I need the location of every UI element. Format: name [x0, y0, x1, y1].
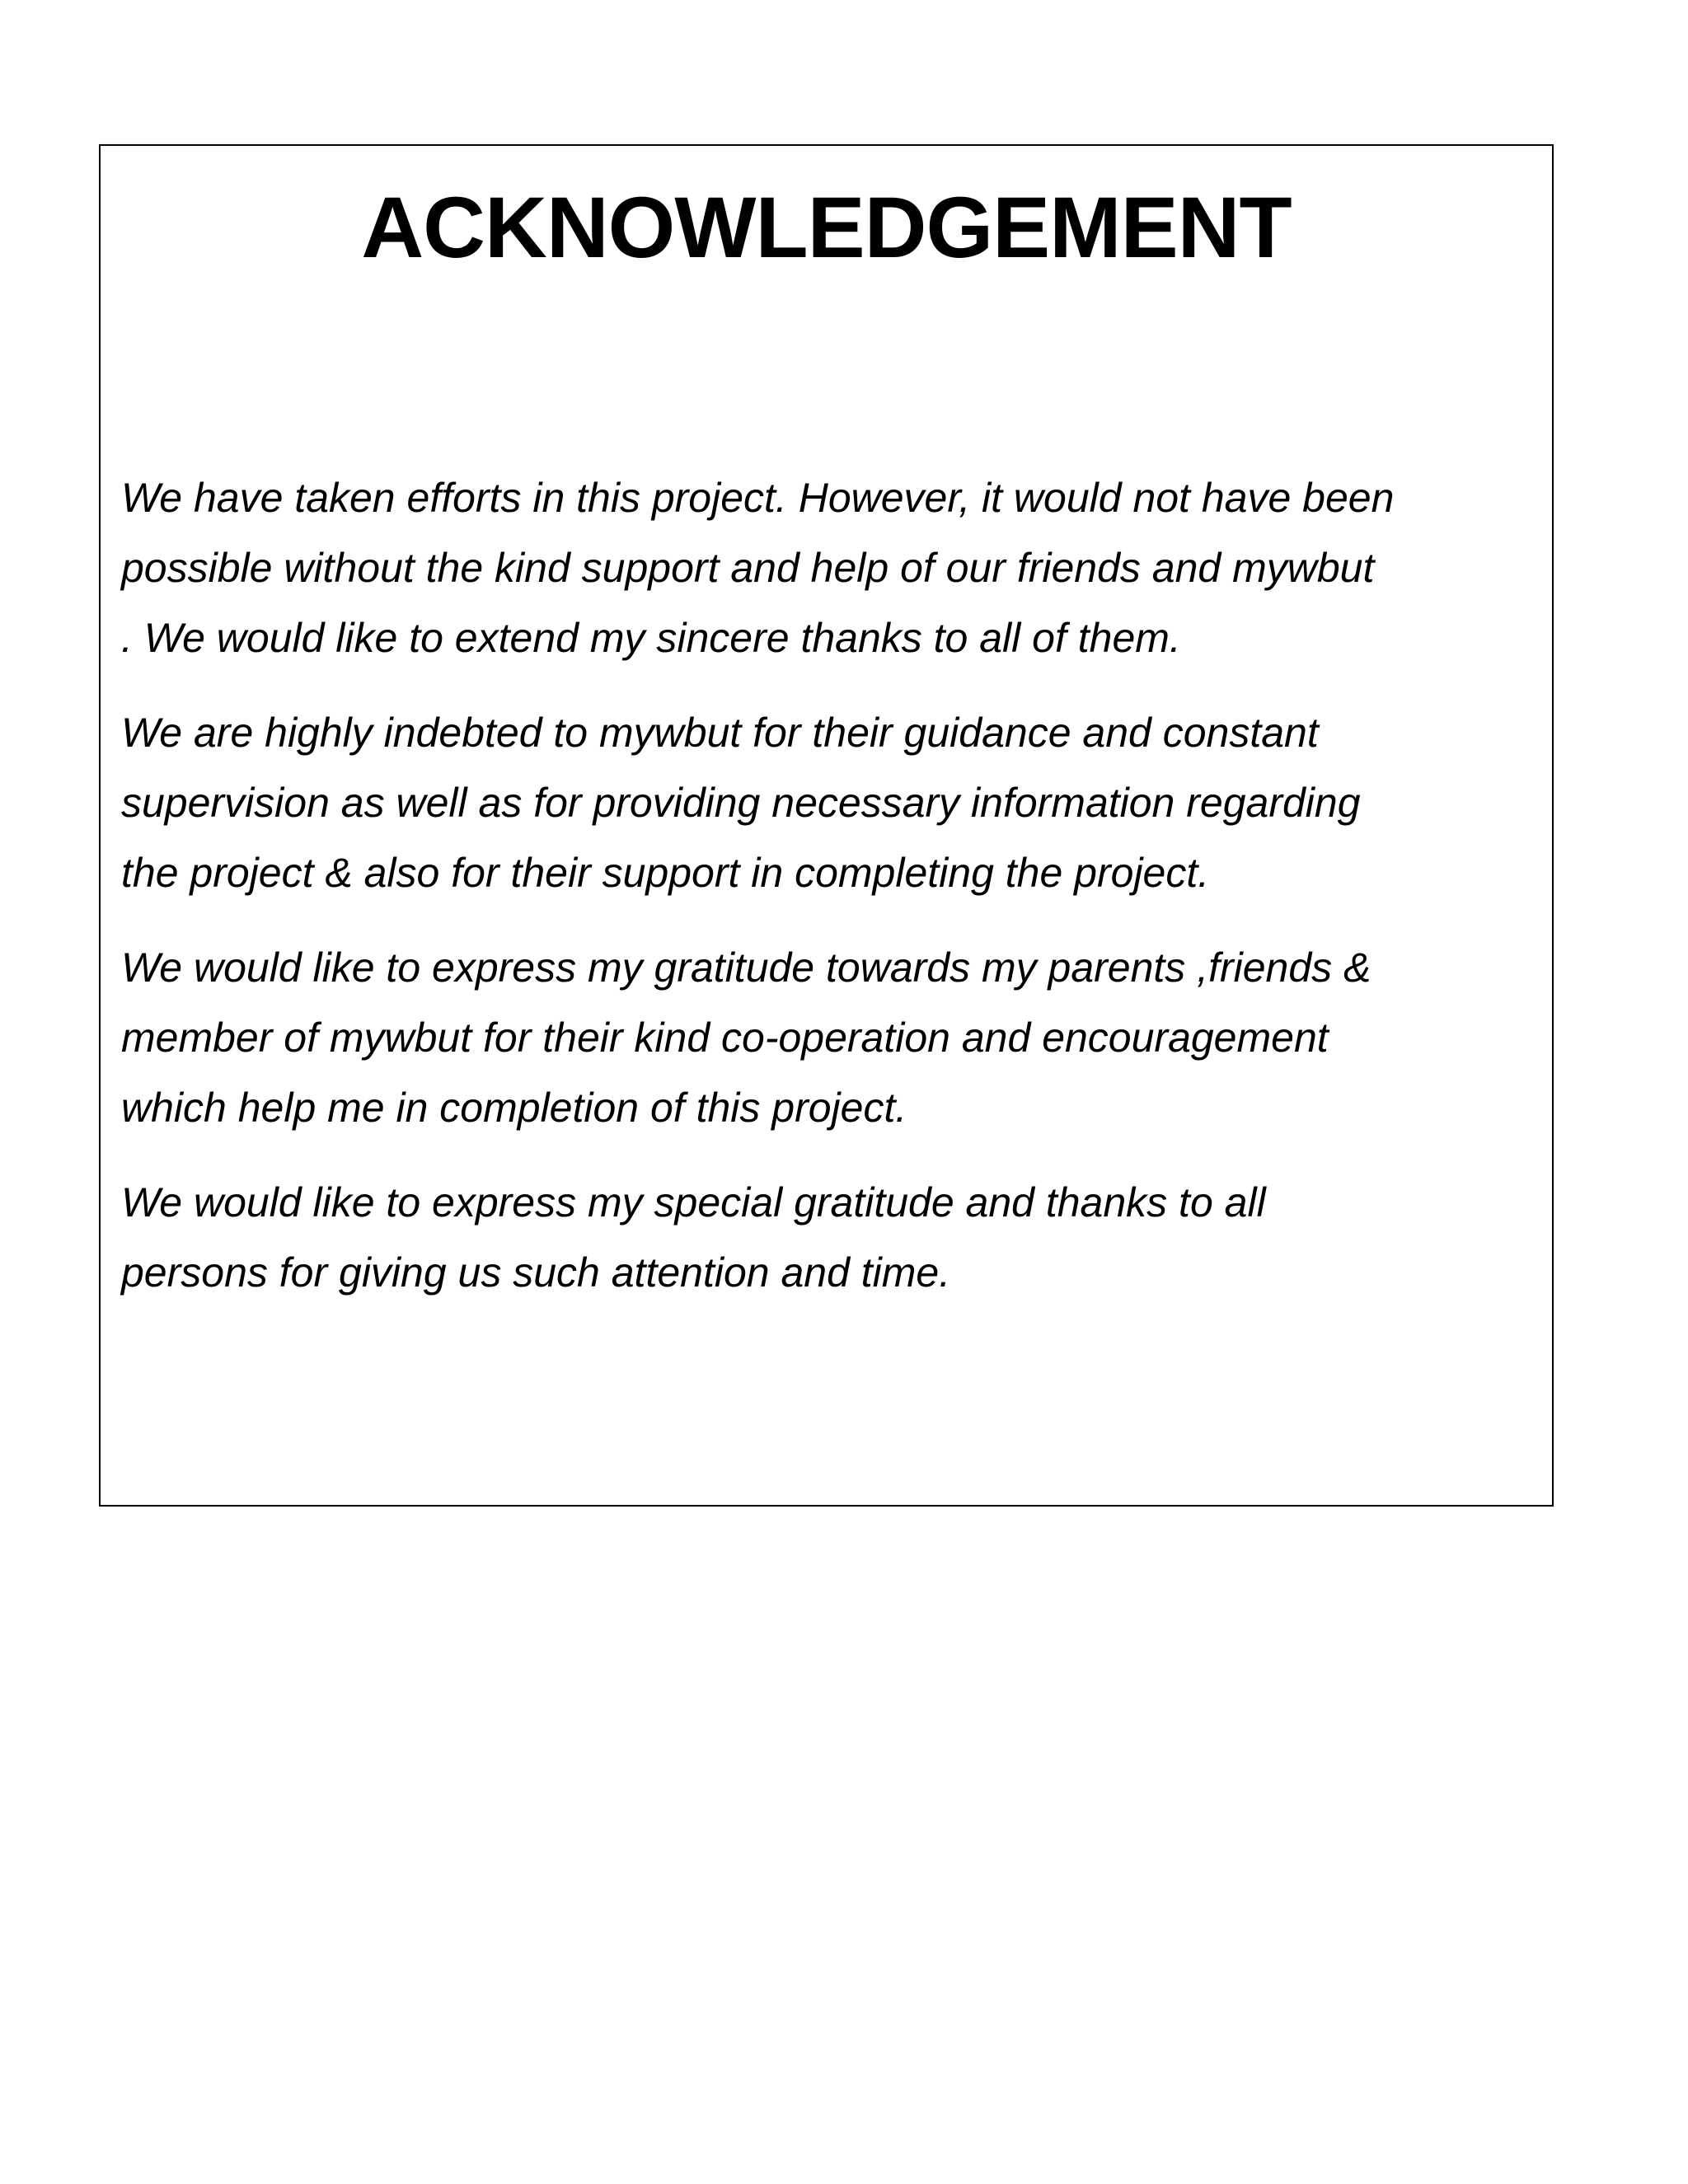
- text-line: We would like to express my special gratitude and thanks to all: [121, 1179, 1266, 1226]
- paragraph-2: [121, 698, 1539, 908]
- text-line: . We would like to extend my sincere thanks to all of them.: [121, 615, 1181, 661]
- paragraph-1: [121, 463, 1539, 673]
- text-line: possible without the kind support and help of our friends and mywbut: [121, 545, 1375, 591]
- text-line: which help me in completion of this project.: [121, 1085, 907, 1131]
- text-line: member of mywbut for their kind co-operation and encouragement: [121, 1015, 1329, 1061]
- text-line: We are highly indebted to mywbut for their guidance and constant: [121, 710, 1319, 756]
- text-line: persons for giving us such attention and time.: [121, 1249, 951, 1296]
- paragraph-3: [121, 933, 1539, 1143]
- text-line: We would like to express my gratitude towards my parents ,friends &: [121, 944, 1372, 991]
- acknowledgement-frame: [99, 144, 1554, 1507]
- paragraph-4: [121, 1168, 1539, 1308]
- text-line: We have taken efforts in this project. However, it would not have been: [121, 475, 1395, 521]
- acknowledgement-body: [121, 463, 1539, 1333]
- text-line: the project & also for their support in completing the project.: [121, 850, 1210, 896]
- text-line: supervision as well as for providing necessary information regarding: [121, 780, 1361, 826]
- page-title: ACKNOWLEDGEMENT: [361, 180, 1292, 276]
